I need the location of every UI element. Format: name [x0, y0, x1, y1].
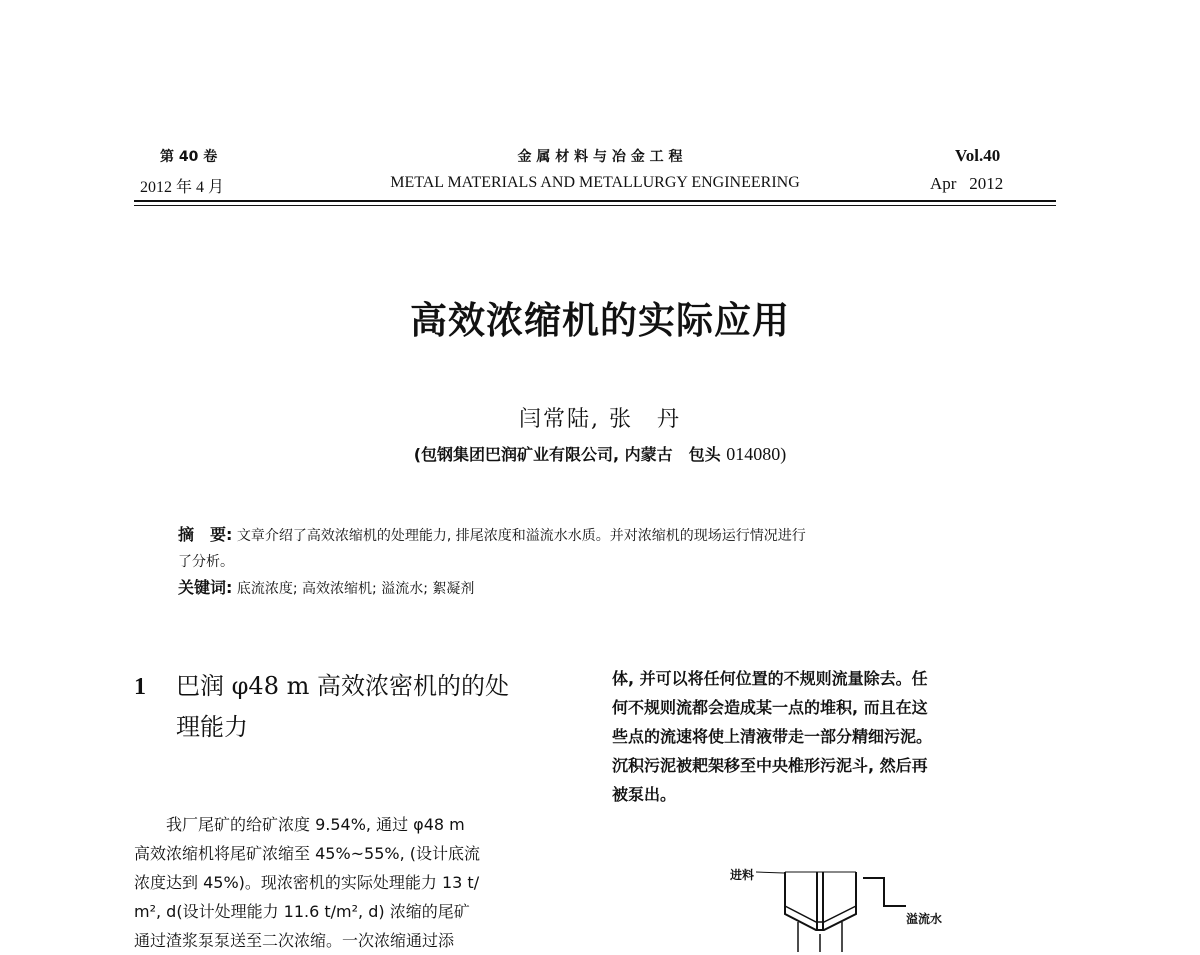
- paragraph-line: 些点的流速将使上清液带走一部分精细污泥。: [612, 727, 933, 746]
- paragraph-line: 我厂尾矿的给矿浓度 9.54%, 通过 φ48 m: [166, 815, 465, 834]
- right-column-paragraph: [612, 664, 1054, 809]
- journal-title-en: METAL MATERIALS AND METALLURGY ENGINEERING: [390, 174, 800, 191]
- paragraph-line: 浓度达到 45%)。现浓密机的实际处理能力 13 t/: [134, 873, 480, 892]
- abstract-line-1: [178, 522, 1038, 549]
- article-authors: 闫常陆, 张 丹: [519, 407, 681, 432]
- abstract-label: 摘 要:: [178, 525, 233, 544]
- journal-title-cn: 金 属 材 料 与 冶 金 工 程: [517, 149, 683, 165]
- section-1-heading: [134, 666, 574, 747]
- section-1-paragraph: [134, 810, 579, 955]
- date-en: Apr 2012: [930, 174, 1004, 193]
- date-cn: 2012 年 4 月: [140, 179, 225, 196]
- paragraph-line: 体, 并可以将任何位置的不规则流量除去。任: [612, 669, 928, 688]
- section-heading-line-1: [134, 666, 574, 707]
- volume-cn: 第 40 卷: [160, 149, 218, 165]
- paragraph-line: 高效浓缩机将尾矿浓缩至 45%~55%, (设计底流: [134, 844, 481, 863]
- affiliation-text: (包钢集团巴润矿业有限公司, 内蒙古 包头: [413, 445, 721, 464]
- abstract: [178, 522, 1038, 602]
- abstract-text-2: 了分析。: [178, 554, 234, 570]
- diagram-inlet-label: 进料: [730, 868, 755, 882]
- keywords-text: 底流浓度; 高效浓缩机; 溢流水; 絮凝剂: [236, 581, 475, 597]
- paragraph-line: 沉积污泥被耙架移至中央椎形污泥斗, 然后再: [612, 756, 928, 775]
- paragraph-line: 何不规则流都会造成某一点的堆积, 而且在这: [612, 698, 928, 717]
- header-rule-thin: [134, 205, 1056, 206]
- keywords-label: 关键词:: [178, 578, 233, 597]
- postcode: 014080): [726, 444, 787, 464]
- section-title-1: 巴润 φ48 m 高效浓密机的的处: [176, 672, 509, 700]
- section-title-2: 理能力: [176, 713, 248, 741]
- paragraph-line: 被泵出。: [612, 785, 677, 804]
- paragraph-line: 通过渣浆泵泵送至二次浓缩。一次浓缩通过添: [134, 931, 455, 950]
- paragraph-line: m², d(设计处理能力 11.6 t/m², d) 浓缩的尾矿: [134, 902, 470, 921]
- header-rule-thick: [134, 200, 1056, 202]
- keywords-line: [178, 575, 1038, 602]
- volume-en: Vol.40: [955, 146, 1001, 165]
- article-affiliation: [0, 442, 1200, 465]
- diagram-overflow-label: 溢流水: [906, 912, 943, 926]
- section-number: 1: [134, 674, 146, 700]
- abstract-text-1: 文章介绍了高效浓缩机的处理能力, 排尾浓度和溢流水水质。并对浓缩机的现场运行情况进行: [236, 528, 806, 544]
- article-title: 高效浓缩机的实际应用: [410, 299, 790, 342]
- thickener-diagram: [756, 860, 916, 952]
